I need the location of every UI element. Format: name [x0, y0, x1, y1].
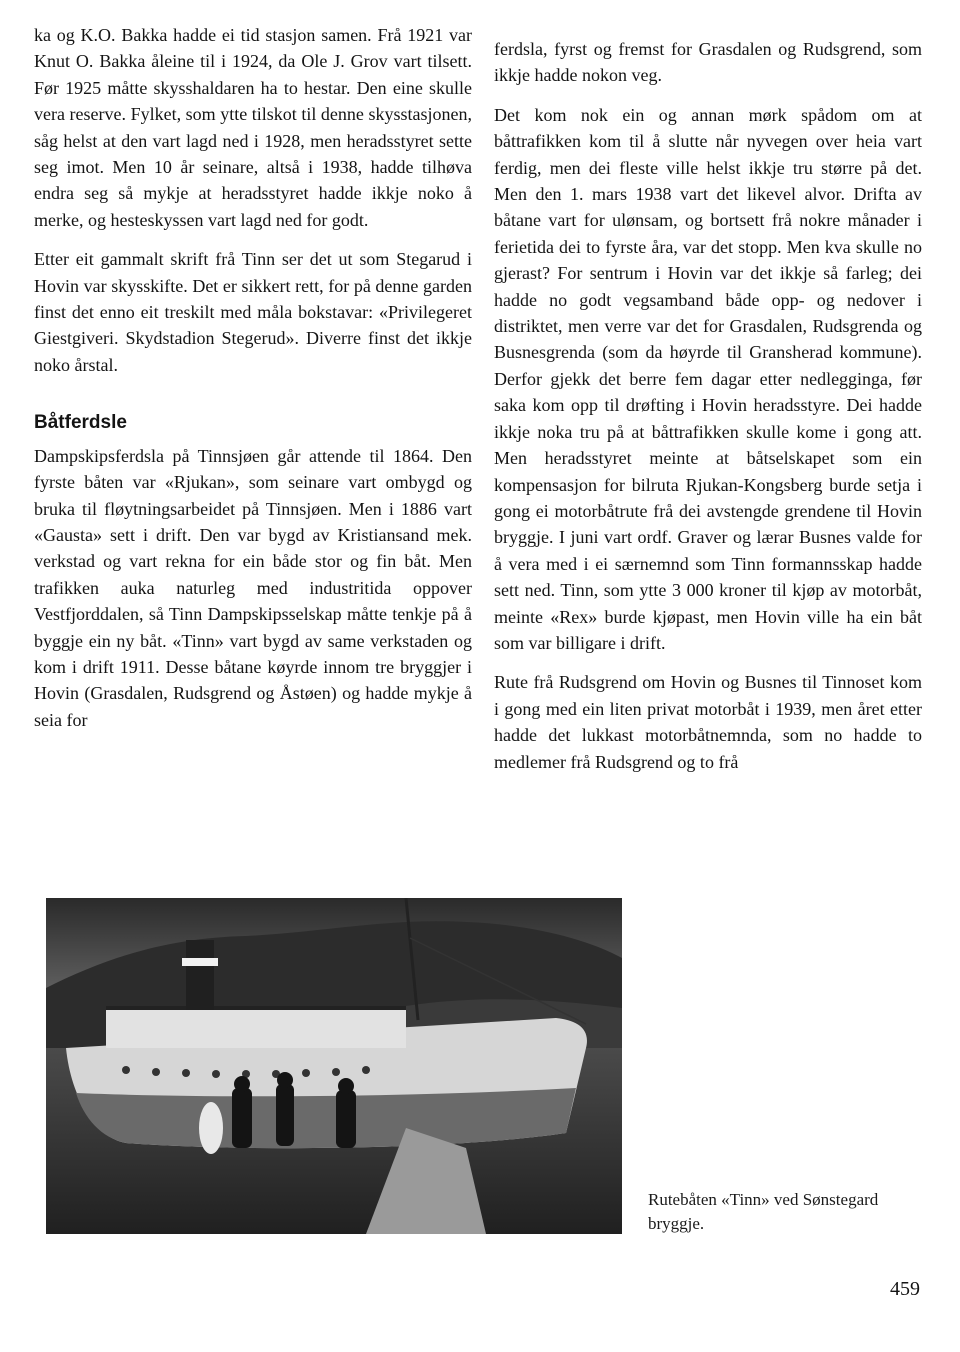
paragraph: Det kom nok ein og annan mørk spådom om at båttrafikken kom til å slutte når nyvegen over heia vart ferdig, men dei fleste ville helst ikkje tru større på det. Men den 1. mars 1938 vart det likevel alvor. Drifta av båtane vart for ulønsam, og bortsett frå nokre månader i ferietida dei to fyrste åra, var det stopp. Men kva skulle no gjerast? For sentrum i Hovin var det ikkje så farleg; dei hadde no godt vegsamband både opp- og nedover i distriktet, men verre var det for Grasdalen, Rudsgrenda og Busnesgrenda (som da høyrde til Gransherad kommune). Derfor gjekk det berre fem dagar etter nedlegginga, før saka kom opp til drøfting i Hovin heradsstyre. Dei hadde ikkje noka tru på at båttrafikken skulle kome i gong att. Men heradsstyret meinte at båtselskapet som ein kompensasjon for bilruta Rjukan-Kongsberg burde setja i gong ei motorbåtrute frå dei avstengde grendene til Hovin bryggje. I juni vart ordf. Graver og lærar Busnes valde for å vera med i ei særnemnd som Tinn formannsskap hadde sett ned. Tinn, som ytte 3 000 kroner til kjøp av motorbåt, meinte «Rex» burde kjøpast, men Hovin ville ha ein båt som var billigare i drift. — [494, 104, 922, 653]
paragraph: ferdsla, fyrst og fremst for Grasdalen og Rudsgrend, som ikkje hadde nokon veg. — [494, 39, 922, 86]
white-horse — [199, 1102, 223, 1154]
photo-caption: Rutebåten «Tinn» ved Sønstegard bryggje. — [648, 1190, 879, 1233]
paragraph: ka og K.O. Bakka hadde ei tid stasjon samen. Frå 1921 var Knut O. Bakka åleine til i 1924, da Ole J. Grov vart tilsett. Før 1925 måtte skysshaldaren ha to hestar. Den eine skulle vera reserve. Fylket, som ytte tilskot til denne skysstasjonen, såg helst at den vart lagd ned i 1928, men heradsstyret sette seg imot. Men 10 år seinare, altså i 1938, hadde tilhøva endra seg så mykje at heradsstyret hadde ikkje noko å merke, og hesteskyssen vart lagd ned for godt. — [34, 25, 472, 230]
steamship-photo — [46, 898, 622, 1234]
paragraph: Etter eit gammalt skrift frå Tinn ser det ut som Stegarud i Hovin var skysskifte. Det er sikkert rett, for på denne garden finst det enno eit treskilt med måla bokstavar: «Privilegeret Giestgiveri. Skydstadion Stegerud». Diverre finst det ikkje noko årstal. — [34, 249, 472, 375]
paragraph: Rute frå Rudsgrend om Hovin og Busnes til Tinnoset kom i gong med ein liten privat motorbåt i 1939, men året etter hadde det lukkast motorbåtnemnda, som no hadde to medlemer frå Rudsgrend og to frå — [494, 672, 922, 772]
paragraph: Dampskipsferdsla på Tinnsjøen går attende til 1864. Den fyrste båten var «Rjukan», som seinare vart ombygd og bruka til fløytningsarbeidet på Tinnsjøen. Men i 1886 vart «Gausta» sett i drift. Den var bygd av Kristiansand mek. verkstad og vart rekna for ein både stor og fin båt. Men trafikken auka naturleg med industritida oppover Vestfjorddalen, så Tinn Dampskipsselskap måtte tenkje på å byggje ein ny båt. «Tinn» vart bygd av same verkstaden og kom i drift 1911. Desse båtane køyrde innom tre bryggjer i Hovin (Grasdalen, Rudsgrend og Åstøen) og hadde mykje å seia for — [34, 445, 472, 730]
ship-cabin — [106, 1008, 406, 1048]
funnel-stripe — [182, 958, 218, 966]
section-heading: Båtferdsle — [34, 412, 127, 434]
right-column — [494, 36, 922, 788]
page-number: 459 — [890, 1278, 920, 1300]
ship-deck-rail — [106, 1006, 406, 1010]
steamship-illustration — [46, 898, 622, 1234]
left-column — [34, 22, 472, 746]
ship-hull-lower — [76, 1088, 576, 1148]
ship-funnel — [186, 940, 214, 1010]
